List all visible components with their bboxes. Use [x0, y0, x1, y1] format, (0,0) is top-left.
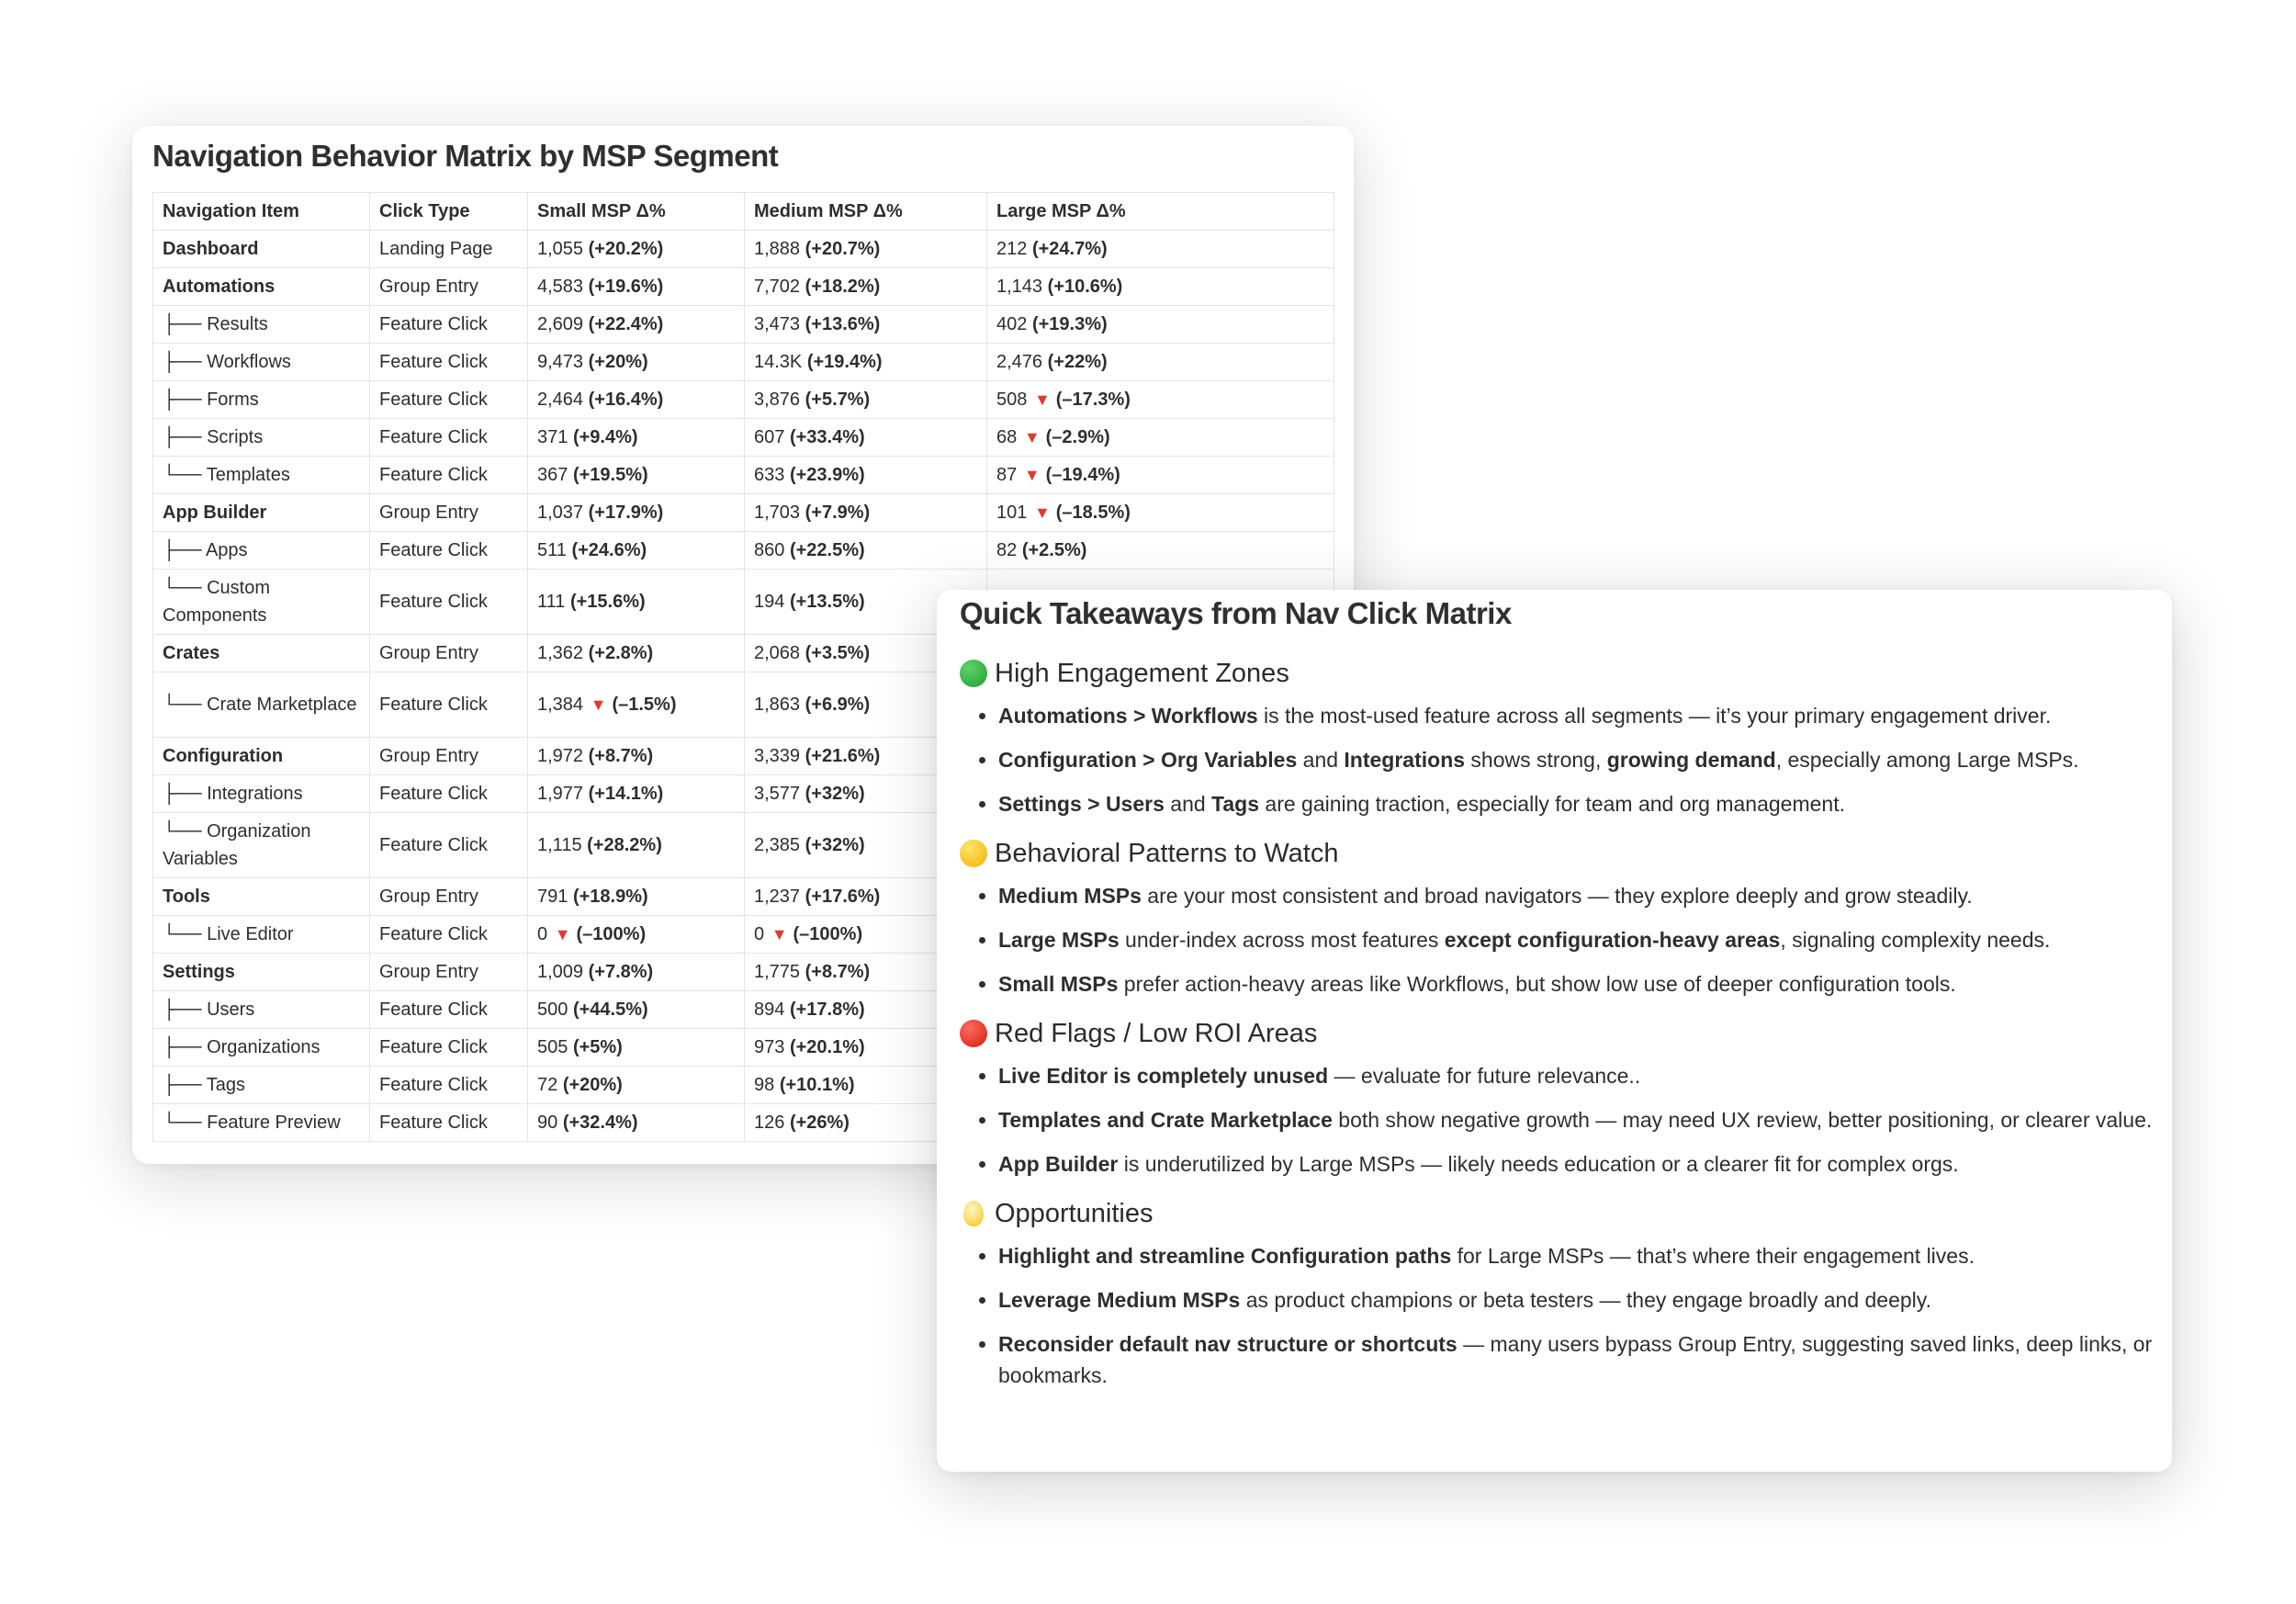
click-count: 1,888	[754, 239, 801, 259]
click-count: 1,055	[537, 239, 584, 259]
medium-msp-cell	[745, 381, 987, 419]
delta-percent: (+19.5%)	[572, 465, 648, 485]
navigation-item-cell: └── Templates	[153, 457, 370, 494]
click-count: 2,476	[996, 352, 1043, 372]
large-msp-cell	[987, 306, 1334, 344]
navigation-item-cell: Tools	[153, 878, 370, 916]
section-heading	[960, 1012, 2154, 1055]
delta-percent: (+2.5%)	[1021, 540, 1087, 560]
delta-percent: (+2.8%)	[588, 643, 654, 663]
click-count: 508	[996, 390, 1028, 410]
delta-percent: (+8.7%)	[805, 962, 871, 982]
col-header-medium-msp: Medium MSP Δ%	[745, 193, 987, 231]
navigation-item-cell: └── Organization Variables	[153, 813, 370, 878]
medium-msp-cell	[745, 457, 987, 494]
list-item	[998, 1060, 2154, 1091]
medium-msp-cell	[745, 532, 987, 570]
click-count: 3,577	[754, 784, 801, 804]
click-type-cell: Feature Click	[370, 344, 528, 381]
click-count: 1,384	[537, 695, 584, 715]
takeaway-list	[960, 700, 2154, 819]
large-msp-cell	[987, 457, 1334, 494]
section-heading-text: Opportunities	[995, 1198, 1154, 1228]
takeaways-title: Quick Takeaways from Nav Click Matrix	[960, 596, 1512, 630]
col-header-navigation-item: Navigation Item	[153, 193, 370, 231]
click-type-cell: Feature Click	[370, 532, 528, 570]
text: , signaling complexity needs.	[1780, 928, 2051, 952]
delta-percent: (+9.4%)	[572, 427, 638, 447]
list-item	[998, 1284, 2154, 1316]
down-triangle-icon: ▼	[1033, 390, 1051, 409]
click-count: 973	[754, 1037, 785, 1057]
click-type-cell: Feature Click	[370, 813, 528, 878]
small-msp-cell	[528, 1067, 745, 1104]
takeaway-section	[960, 832, 2154, 1000]
delta-percent: (–17.3%)	[1055, 390, 1131, 410]
click-count: 1,703	[754, 503, 801, 523]
col-header-large-msp: Large MSP Δ%	[987, 193, 1334, 231]
text: are gaining traction, especially for team and org management.	[1259, 792, 1846, 816]
delta-percent: (+21.6%)	[805, 746, 881, 766]
delta-percent: (+24.7%)	[1031, 239, 1108, 259]
delta-percent: (+23.9%)	[789, 465, 865, 485]
small-msp-cell	[528, 268, 745, 306]
down-triangle-icon: ▼	[1023, 428, 1041, 446]
click-count: 1,362	[537, 643, 584, 663]
click-count: 1,972	[537, 746, 584, 766]
delta-percent: (–1.5%)	[612, 695, 677, 715]
navigation-item-cell: Configuration	[153, 738, 370, 775]
click-count: 98	[754, 1075, 775, 1095]
section-heading	[960, 832, 2154, 875]
small-msp-cell	[528, 231, 745, 268]
click-count: 1,115	[537, 835, 582, 855]
small-msp-cell	[528, 1029, 745, 1067]
list-item	[998, 744, 2154, 775]
bold-text: App Builder	[998, 1152, 1119, 1176]
takeaway-list	[960, 1060, 2154, 1180]
small-msp-cell	[528, 916, 745, 954]
click-type-cell: Feature Click	[370, 1029, 528, 1067]
takeaway-section	[960, 1012, 2154, 1180]
click-count: 791	[537, 887, 568, 907]
navigation-item-cell: App Builder	[153, 494, 370, 532]
click-count: 1,009	[537, 962, 584, 982]
delta-percent: (+5.7%)	[805, 390, 871, 410]
click-count: 3,876	[754, 390, 801, 410]
bold-text: Reconsider default nav structure or shortcuts	[998, 1332, 1458, 1356]
click-type-cell: Group Entry	[370, 954, 528, 991]
down-triangle-icon: ▼	[554, 925, 571, 943]
table-row	[153, 532, 1334, 570]
delta-percent: (+17.9%)	[588, 503, 664, 523]
text: and	[1297, 748, 1345, 772]
list-item	[998, 924, 2154, 955]
text: prefer action-heavy areas like Workflows, but show low use of deeper configuration tools.	[1118, 972, 1956, 996]
click-type-cell: Feature Click	[370, 991, 528, 1029]
table-row	[153, 381, 1334, 419]
click-count: 633	[754, 465, 785, 485]
text: under-index across most features	[1119, 928, 1445, 952]
text: for Large MSPs — that’s where their engagement lives.	[1451, 1244, 1975, 1268]
bold-text: Large MSPs	[998, 928, 1120, 952]
click-type-cell: Feature Click	[370, 570, 528, 635]
navigation-item-cell: ├── Users	[153, 991, 370, 1029]
click-count: 90	[537, 1113, 558, 1133]
col-header-click-type: Click Type	[370, 193, 528, 231]
delta-percent: (+20%)	[562, 1075, 623, 1095]
delta-percent: (+17.6%)	[805, 887, 881, 907]
click-type-cell: Feature Click	[370, 1067, 528, 1104]
takeaway-section	[960, 652, 2154, 819]
click-type-cell: Feature Click	[370, 775, 528, 813]
click-count: 505	[537, 1037, 568, 1057]
medium-msp-cell	[745, 494, 987, 532]
bold-text: Templates and Crate Marketplace	[998, 1108, 1333, 1132]
click-count: 101	[996, 503, 1028, 523]
small-msp-cell	[528, 570, 745, 635]
click-count: 1,775	[754, 962, 801, 982]
delta-percent: (+13.5%)	[789, 592, 865, 612]
matrix-title: Navigation Behavior Matrix by MSP Segment	[152, 139, 779, 173]
click-type-cell: Feature Click	[370, 1104, 528, 1142]
bold-text: Configuration > Org Variables	[998, 748, 1298, 772]
delta-percent: (+8.7%)	[588, 746, 654, 766]
click-count: 402	[996, 314, 1028, 334]
small-msp-cell	[528, 381, 745, 419]
list-item	[998, 788, 2154, 819]
delta-percent: (+22%)	[1047, 352, 1108, 372]
navigation-item-cell: Dashboard	[153, 231, 370, 268]
text: , especially among Large MSPs.	[1775, 748, 2079, 772]
delta-percent: (+19.4%)	[806, 352, 883, 372]
small-msp-cell	[528, 1104, 745, 1142]
small-msp-cell	[528, 738, 745, 775]
delta-percent: (+13.6%)	[805, 314, 881, 334]
bold-text: Medium MSPs	[998, 884, 1142, 908]
medium-msp-cell	[745, 419, 987, 457]
takeaway-list	[960, 880, 2154, 1000]
small-msp-cell	[528, 532, 745, 570]
delta-percent: (+19.6%)	[588, 277, 664, 297]
list-item	[998, 880, 2154, 911]
click-count: 1,977	[537, 784, 584, 804]
bold-text: Integrations	[1344, 748, 1466, 772]
click-count: 367	[537, 465, 568, 485]
text: is the most-used feature across all segments — it’s your primary engagement driver.	[1257, 704, 2052, 728]
takeaway-section	[960, 1192, 2154, 1391]
click-count: 2,068	[754, 643, 801, 663]
click-count: 511	[537, 540, 567, 560]
navigation-item-cell: ├── Tags	[153, 1067, 370, 1104]
click-type-cell: Group Entry	[370, 494, 528, 532]
bold-text: except configuration-heavy areas	[1444, 928, 1781, 952]
bold-text: Leverage Medium MSPs	[998, 1288, 1241, 1312]
delta-percent: (+7.8%)	[588, 962, 654, 982]
small-msp-cell	[528, 494, 745, 532]
click-type-cell: Group Entry	[370, 878, 528, 916]
click-type-cell: Feature Click	[370, 916, 528, 954]
col-header-small-msp: Small MSP Δ%	[528, 193, 745, 231]
large-msp-cell	[987, 494, 1334, 532]
small-msp-cell	[528, 775, 745, 813]
click-count: 1,237	[754, 887, 801, 907]
down-triangle-icon: ▼	[1033, 503, 1051, 522]
navigation-item-cell: Automations	[153, 268, 370, 306]
text: — many users bypass Group Entry, suggesting saved links, deep links, or bookmarks.	[998, 1332, 2153, 1387]
delta-percent: (+15.6%)	[569, 592, 646, 612]
large-msp-cell	[987, 381, 1334, 419]
click-type-cell: Landing Page	[370, 231, 528, 268]
click-type-cell: Group Entry	[370, 738, 528, 775]
bold-text: Highlight and streamline Configuration paths	[998, 1244, 1452, 1268]
delta-percent: (+28.2%)	[587, 835, 662, 855]
small-msp-cell	[528, 419, 745, 457]
click-count: 0	[537, 924, 548, 944]
click-count: 194	[754, 592, 785, 612]
bold-text: Automations > Workflows	[998, 704, 1258, 728]
medium-msp-cell	[745, 268, 987, 306]
table-row	[153, 306, 1334, 344]
navigation-item-cell: └── Feature Preview	[153, 1104, 370, 1142]
section-heading-text: Behavioral Patterns to Watch	[995, 838, 1339, 868]
delta-percent: (+24.6%)	[571, 540, 647, 560]
click-count: 0	[754, 924, 765, 944]
click-count: 4,583	[537, 277, 584, 297]
click-count: 500	[537, 1000, 568, 1020]
table-row	[153, 494, 1334, 532]
click-type-cell: Feature Click	[370, 457, 528, 494]
table-header-row	[153, 193, 1334, 231]
small-msp-cell	[528, 344, 745, 381]
delta-percent: (+32%)	[805, 835, 865, 855]
down-triangle-icon: ▼	[771, 925, 788, 943]
click-count: 7,702	[754, 277, 801, 297]
delta-percent: (+44.5%)	[572, 1000, 648, 1020]
delta-percent: (–18.5%)	[1055, 503, 1131, 523]
lightbulb-icon	[963, 1201, 984, 1226]
table-row	[153, 457, 1334, 494]
table-row	[153, 268, 1334, 306]
text: as product champions or beta testers — they engage broadly and deeply.	[1240, 1288, 1931, 1312]
large-msp-cell	[987, 532, 1334, 570]
delta-percent: (+20.7%)	[805, 239, 881, 259]
navigation-item-cell: └── Custom Components	[153, 570, 370, 635]
navigation-item-cell: ├── Integrations	[153, 775, 370, 813]
yellow-circle-icon	[960, 840, 987, 867]
click-count: 1,143	[996, 277, 1043, 297]
delta-percent: (+17.8%)	[789, 1000, 865, 1020]
delta-percent: (+33.4%)	[789, 427, 865, 447]
section-heading	[960, 652, 2154, 695]
delta-percent: (–2.9%)	[1045, 427, 1110, 447]
click-type-cell: Group Entry	[370, 635, 528, 672]
click-count: 607	[754, 427, 785, 447]
large-msp-cell	[987, 268, 1334, 306]
navigation-item-cell: └── Live Editor	[153, 916, 370, 954]
navigation-item-cell: ├── Apps	[153, 532, 370, 570]
click-count: 212	[996, 239, 1028, 259]
click-type-cell: Feature Click	[370, 419, 528, 457]
bold-text: Live Editor is completely unused	[998, 1064, 1329, 1088]
delta-percent: (+26%)	[789, 1113, 850, 1133]
click-count: 3,339	[754, 746, 801, 766]
green-circle-icon	[960, 660, 987, 687]
delta-percent: (+3.5%)	[805, 643, 871, 663]
small-msp-cell	[528, 991, 745, 1029]
bold-text: Settings > Users	[998, 792, 1165, 816]
list-item	[998, 700, 2154, 731]
medium-msp-cell	[745, 344, 987, 381]
delta-percent: (+20.2%)	[588, 239, 664, 259]
medium-msp-cell	[745, 231, 987, 268]
navigation-item-cell: ├── Organizations	[153, 1029, 370, 1067]
navigation-item-cell: ├── Workflows	[153, 344, 370, 381]
small-msp-cell	[528, 878, 745, 916]
navigation-item-cell: ├── Forms	[153, 381, 370, 419]
list-item	[998, 968, 2154, 1000]
takeaways-card	[937, 590, 2172, 1472]
navigation-item-cell: Settings	[153, 954, 370, 991]
click-type-cell: Group Entry	[370, 268, 528, 306]
click-count: 72	[537, 1075, 558, 1095]
text: both show negative growth — may need UX review, better positioning, or clearer value.	[1332, 1108, 2153, 1132]
bold-text: Small MSPs	[998, 972, 1119, 996]
delta-percent: (+19.3%)	[1031, 314, 1108, 334]
down-triangle-icon: ▼	[1023, 466, 1041, 484]
navigation-item-cell: ├── Results	[153, 306, 370, 344]
small-msp-cell	[528, 954, 745, 991]
click-count: 87	[996, 465, 1018, 485]
delta-percent: (+32.4%)	[562, 1113, 638, 1133]
delta-percent: (+18.2%)	[805, 277, 881, 297]
delta-percent: (+18.9%)	[572, 887, 648, 907]
delta-percent: (+5%)	[572, 1037, 623, 1057]
click-count: 111	[537, 592, 566, 612]
large-msp-cell	[987, 419, 1334, 457]
section-heading-text: High Engagement Zones	[995, 658, 1289, 688]
navigation-item-cell: └── Crate Marketplace	[153, 672, 370, 738]
table-row	[153, 419, 1334, 457]
bold-text: growing demand	[1606, 748, 1776, 772]
click-count: 1,863	[754, 695, 801, 715]
navigation-item-cell: Crates	[153, 635, 370, 672]
delta-percent: (+22.5%)	[789, 540, 865, 560]
navigation-item-cell: ├── Scripts	[153, 419, 370, 457]
click-count: 14.3K	[754, 352, 803, 372]
takeaways-sections	[960, 652, 2154, 1404]
text: — evaluate for future relevance..	[1328, 1064, 1641, 1088]
delta-percent: (–19.4%)	[1045, 465, 1120, 485]
delta-percent: (+10.6%)	[1047, 277, 1123, 297]
medium-msp-cell	[745, 306, 987, 344]
delta-percent: (+7.9%)	[805, 503, 871, 523]
delta-percent: (+32%)	[805, 784, 865, 804]
list-item	[998, 1240, 2154, 1271]
red-circle-icon	[960, 1020, 987, 1047]
down-triangle-icon: ▼	[590, 695, 607, 714]
click-count: 82	[996, 540, 1018, 560]
small-msp-cell	[528, 813, 745, 878]
table-row	[153, 344, 1334, 381]
list-item	[998, 1328, 2154, 1391]
table-row	[153, 231, 1334, 268]
delta-percent: (+6.9%)	[805, 695, 871, 715]
click-count: 2,464	[537, 390, 584, 410]
section-heading-text: Red Flags / Low ROI Areas	[995, 1018, 1318, 1048]
small-msp-cell	[528, 457, 745, 494]
delta-percent: (+16.4%)	[588, 390, 664, 410]
small-msp-cell	[528, 306, 745, 344]
click-count: 2,385	[754, 835, 801, 855]
click-type-cell: Feature Click	[370, 381, 528, 419]
small-msp-cell	[528, 635, 745, 672]
click-count: 68	[996, 427, 1018, 447]
click-count: 860	[754, 540, 785, 560]
click-count: 9,473	[537, 352, 584, 372]
text: are your most consistent and broad navigators — they explore deeply and grow steadily.	[1141, 884, 1973, 908]
bold-text: Tags	[1211, 792, 1260, 816]
text: shows strong,	[1465, 748, 1607, 772]
click-count: 894	[754, 1000, 785, 1020]
click-count: 3,473	[754, 314, 801, 334]
click-count: 126	[754, 1113, 785, 1133]
delta-percent: (+20.1%)	[789, 1037, 865, 1057]
text: and	[1164, 792, 1212, 816]
list-item	[998, 1104, 2154, 1135]
large-msp-cell	[987, 231, 1334, 268]
click-count: 2,609	[537, 314, 584, 334]
click-type-cell: Feature Click	[370, 672, 528, 738]
small-msp-cell	[528, 672, 745, 738]
text: is underutilized by Large MSPs — likely needs education or a clearer fit for complex orgs.	[1118, 1152, 1959, 1176]
delta-percent: (+10.1%)	[779, 1075, 855, 1095]
click-count: 1,037	[537, 503, 584, 523]
delta-percent: (–100%)	[793, 924, 863, 944]
takeaway-list	[960, 1240, 2154, 1391]
section-heading	[960, 1192, 2154, 1235]
large-msp-cell	[987, 344, 1334, 381]
delta-percent: (+20%)	[588, 352, 648, 372]
click-type-cell: Feature Click	[370, 306, 528, 344]
click-count: 371	[537, 427, 568, 447]
delta-percent: (+22.4%)	[588, 314, 664, 334]
delta-percent: (+14.1%)	[588, 784, 664, 804]
list-item	[998, 1148, 2154, 1180]
delta-percent: (–100%)	[576, 924, 647, 944]
